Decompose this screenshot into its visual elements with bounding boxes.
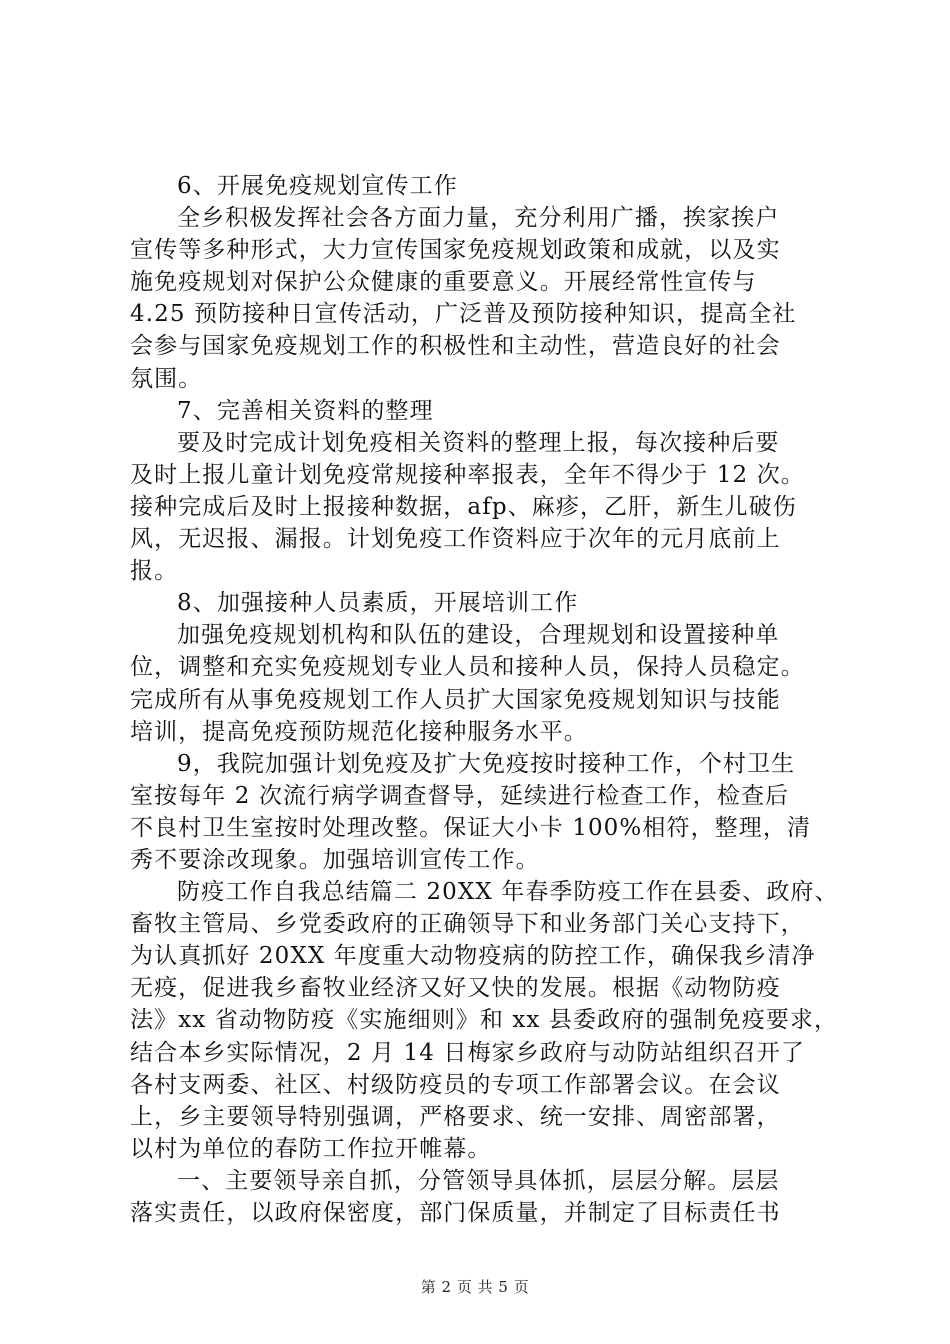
text-line: 7、完善相关资料的整理	[177, 397, 434, 424]
text-line: 接种完成后及时上报接种数据，afp、麻疹，乙肝，新生儿破伤	[130, 493, 797, 520]
text-line: 加强免疫规划机构和队伍的建设，合理规划和设置接种单	[177, 622, 780, 649]
text-line: 一、主要领导亲自抓，分管领导具体抓，层层分解。层层	[177, 1167, 780, 1194]
text-line: 要及时完成计划免疫相关资料的整理上报，每次接种后要	[177, 429, 780, 456]
text-line: 以村为单位的春防工作拉开帷幕。	[130, 1135, 492, 1162]
text-line: 培训，提高免疫预防规范化接种服务水平。	[130, 718, 588, 745]
text-line: 施免疫规划对保护公众健康的重要意义。开展经常性宣传与	[130, 269, 757, 296]
text-line: 结合本乡实际情况，2 月 14 日梅家乡政府与动防站组织召开了	[130, 1039, 805, 1066]
page-footer: 第 2 页 共 5 页	[420, 1278, 530, 1296]
text-line: 法》xx 省动物防疫《实施细则》和 xx 县委政府的强制免疫要求，	[130, 1007, 839, 1034]
text-line: 无疫，促进我乡畜牧业经济又好又快的发展。根据《动物防疫	[130, 975, 781, 1002]
document-body	[130, 170, 839, 1229]
text-line: 全乡积极发挥社会各方面力量，充分利用广播，挨家挨户	[177, 205, 780, 232]
text-line: 完成所有从事免疫规划工作人员扩大国家免疫规划知识与技能	[130, 686, 781, 713]
text-line: 6、开展免疫规划宣传工作	[177, 173, 458, 199]
text-line: 各村支两委、社区、村级防疫员的专项工作部署会议。在会议	[130, 1071, 781, 1098]
text-line: 落实责任，以政府保密度，部门保质量，并制定了目标责任书	[130, 1200, 781, 1226]
text-line: 室按每年 2 次流行病学调查督导，延续进行检查工作，检查后	[130, 782, 790, 809]
text-line: 位，调整和充实免疫规划专业人员和接种人员，保持人员稳定。	[130, 654, 805, 681]
text-line: 防疫工作自我总结篇二 20XX 年春季防疫工作在县委、政府、	[177, 879, 839, 906]
text-line: 会参与国家免疫规划工作的积极性和主动性，营造良好的社会	[130, 333, 781, 360]
text-line: 及时上报儿童计划免疫常规接种率报表，全年不得少于 12 次。	[130, 461, 805, 488]
text-line: 氛围。	[130, 365, 203, 392]
text-line: 8、加强接种人员素质，开展培训工作	[177, 590, 579, 617]
text-line: 风，无迟报、漏报。计划免疫工作资料应于次年的元月底前上	[130, 526, 781, 553]
text-line: 9，我院加强计划免疫及扩大免疫按时接种工作，个村卫生	[177, 750, 796, 777]
text-line: 不良村卫生室按时处理改整。保证大小卡 100%相符，整理，清	[130, 814, 812, 841]
text-line: 宣传等多种形式，大力宣传国家免疫规划政策和成就，以及实	[130, 237, 781, 264]
text-line: 报。	[130, 558, 179, 585]
text-line: 秀不要涂改现象。加强培训宣传工作。	[130, 846, 540, 873]
text-line: 为认真抓好 20XX 年度重大动物疫病的防控工作，确保我乡清净	[130, 943, 816, 970]
text-line: 4.25 预防接种日宣传活动，广泛普及预防接种知识，提高全社	[130, 301, 797, 328]
text-line: 畜牧主管局、乡党委政府的正确领导下和业务部门关心支持下，	[130, 911, 805, 938]
text-line: 上，乡主要领导特别强调，严格要求、统一安排、周密部署，	[130, 1103, 781, 1130]
